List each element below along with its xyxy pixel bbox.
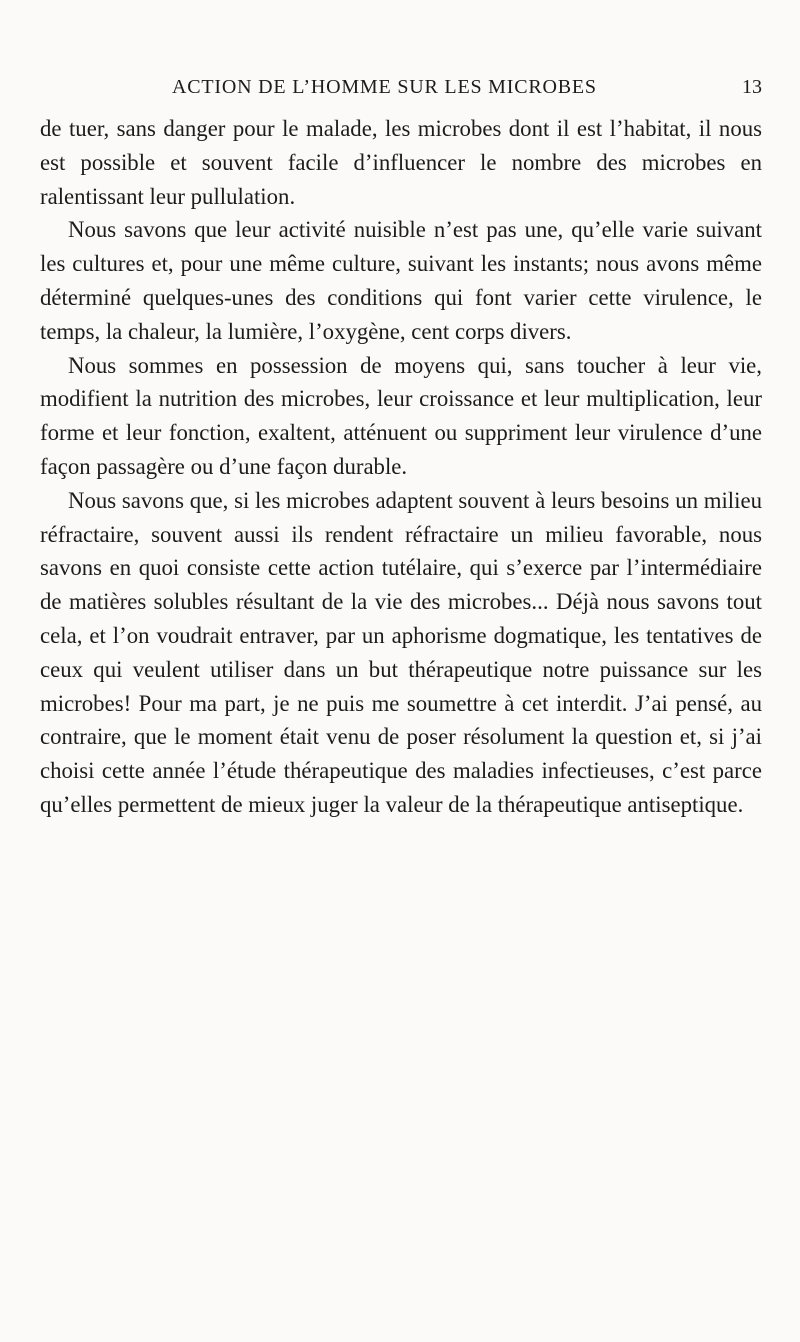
paragraph-1: de tuer, sans danger pour le malade, les microbes dont il est l’habitat, il nous est possible et souvent facile d’influencer le nombre des microbes en ralentissant leur pullulation. — [40, 116, 762, 209]
running-title: ACTION DE L’HOMME SUR LES MICROBES — [172, 76, 597, 98]
paragraph-3: Nous sommes en possession de moyens qui, sans toucher à leur vie, modifient la nutrition des microbes, leur croissance et leur multiplication, leur forme et leur fonction, exaltent, atténuent ou suppriment leur virulence d’une façon passagère ou d’une façon durable. — [40, 352, 762, 479]
running-head — [40, 72, 762, 106]
page-number: 13 — [742, 76, 762, 98]
body-text — [40, 112, 762, 822]
paragraph-2: Nous savons que leur activité nuisible n’est pas une, qu’elle varie suivant les cultures et, pour une même culture, suivant les instants; nous avons même déterminé quelques-unes des conditions qui font varier cette virulence, le temps, la chaleur, la lumière, l’oxygène, cent corps divers. — [40, 217, 762, 344]
paragraph-4: Nous savons que, si les microbes adaptent souvent à leurs besoins un milieu réfractaire, souvent aussi ils rendent réfractaire un milieu favorable, nous savons en quoi consiste cette action tutélaire, qui s’exerce par l’intermédiaire de matières solubles résultant de la vie des microbes... Déjà nous savons tout cela, et l’on voudrait entraver, par un aphorisme dogmatique, les tentatives de ceux qui veulent utiliser dans un but thérapeutique notre puissance sur les microbes! Pour ma part, je ne puis me soumettre à cet interdit. J’ai pensé, au contraire, que le moment était venu de poser résolument la question et, si j’ai choisi cette année l’étude thérapeutique des maladies infectieuses, c’est parce qu’elles permettent de mieux juger la valeur de la thérapeutique antiseptique. — [40, 487, 762, 817]
